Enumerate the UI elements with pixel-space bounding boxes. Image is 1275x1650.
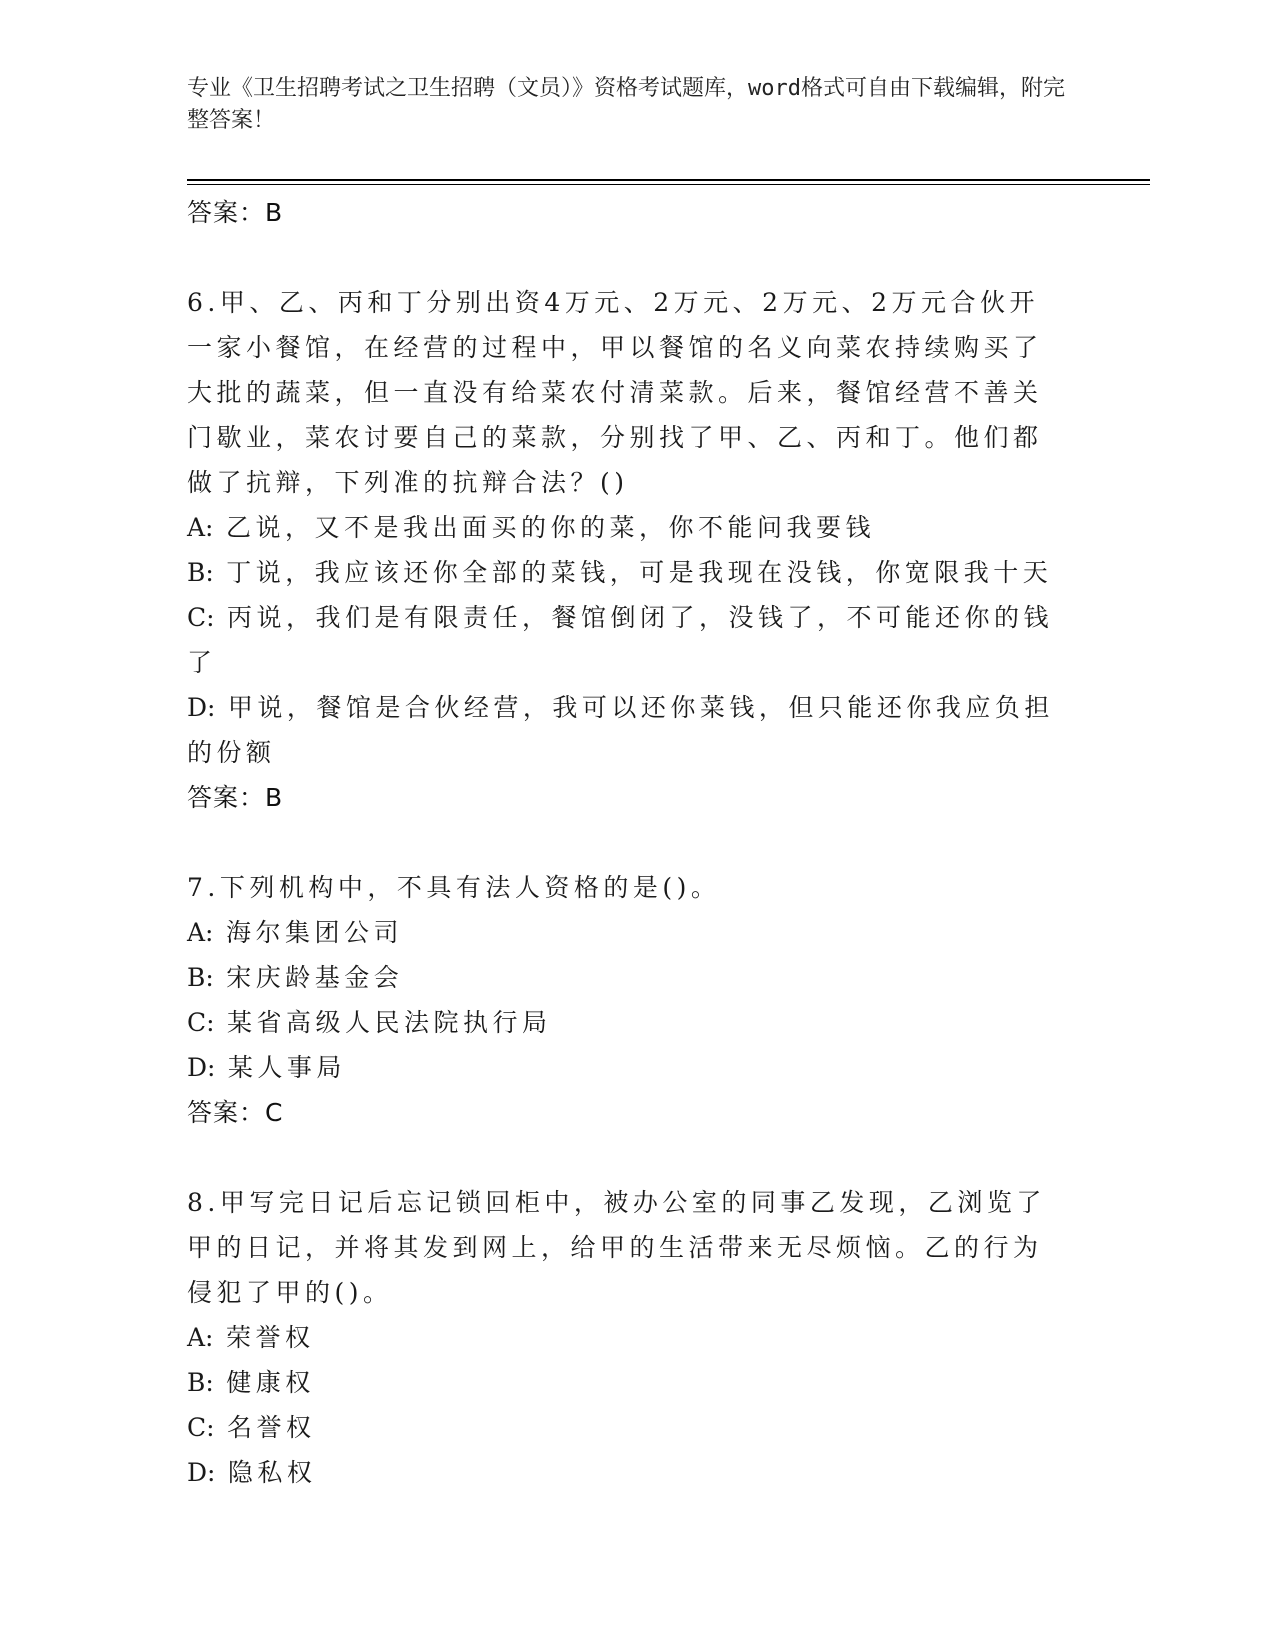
option-text: 健康权 — [226, 1368, 315, 1397]
option-key: B: — [187, 1368, 214, 1397]
option-text: 宋庆龄基金会 — [226, 963, 404, 992]
option-text: 丙说，我们是有限责任，餐馆倒闭了，没钱了，不可能还你的钱了 — [187, 603, 1054, 677]
option-b — [187, 955, 1067, 1000]
question-stem: 6.甲、乙、丙和丁分别出资4万元、2万元、2万元、2万元合伙开一家小餐馆，在经营的过程中，甲以餐馆的名义向菜农持续购买了大批的蔬菜，但一直没有给菜农付清菜款。后来，餐馆经营不善关门歇业，菜农讨要自己的菜款，分别找了甲、乙、丙和丁。他们都做了抗辩，下列准的抗辩合法？() — [187, 288, 1043, 497]
option-c — [187, 1405, 1067, 1450]
option-key: C: — [187, 603, 215, 632]
option-b — [187, 550, 1067, 595]
option-text: 荣誉权 — [225, 1323, 315, 1352]
option-key: C: — [187, 1008, 215, 1037]
option-d — [187, 1450, 1067, 1495]
option-a — [187, 505, 1067, 550]
answer-line: 答案：B — [187, 783, 284, 812]
option-text: 乙说，又不是我出面买的你的菜，你不能问我要钱 — [225, 513, 875, 542]
answer-line: 答案：B — [187, 198, 284, 227]
document-header: 专业《卫生招聘考试之卫生招聘（文员）》资格考试题库，word格式可自由下载编辑，附完整答案！ — [187, 76, 1065, 133]
option-key: B: — [187, 558, 214, 587]
option-key: D: — [187, 1053, 216, 1082]
header-rule-thick — [187, 179, 1150, 181]
answer-line: 答案：C — [187, 1098, 284, 1127]
document-content — [187, 190, 1067, 1495]
option-text: 某人事局 — [227, 1053, 346, 1082]
option-key: A: — [187, 513, 214, 542]
option-a — [187, 1315, 1067, 1360]
question-block — [187, 280, 1067, 821]
option-key: C: — [187, 1413, 215, 1442]
option-d — [187, 1045, 1067, 1090]
option-c — [187, 595, 1067, 685]
option-text: 丁说，我应该还你全部的菜钱，可是我现在没钱，你宽限我十天 — [226, 558, 1053, 587]
option-key: A: — [187, 1323, 214, 1352]
question-stem: 7.下列机构中，不具有法人资格的是()。 — [187, 873, 721, 902]
option-key: A: — [187, 918, 214, 947]
question-stem: 8.甲写完日记后忘记锁回柜中，被办公室的同事乙发现，乙浏览了甲的日记，并将其发到网上，给甲的生活带来无尽烦恼。乙的行为侵犯了甲的()。 — [187, 1188, 1046, 1307]
option-key: D: — [187, 1458, 216, 1487]
header-rule-thin — [187, 184, 1150, 185]
question-block — [187, 865, 1067, 1136]
option-key: B: — [187, 963, 214, 992]
option-text: 隐私权 — [227, 1458, 317, 1487]
option-text: 某省高级人民法院执行局 — [227, 1008, 552, 1037]
option-text: 甲说，餐馆是合伙经营，我可以还你菜钱，但只能还你我应负担的份额 — [187, 693, 1054, 767]
option-key: D: — [187, 693, 216, 722]
option-a — [187, 910, 1067, 955]
option-text: 海尔集团公司 — [225, 918, 403, 947]
option-d — [187, 685, 1067, 775]
option-c — [187, 1000, 1067, 1045]
option-text: 名誉权 — [227, 1413, 316, 1442]
question-block — [187, 1180, 1067, 1495]
option-b — [187, 1360, 1067, 1405]
